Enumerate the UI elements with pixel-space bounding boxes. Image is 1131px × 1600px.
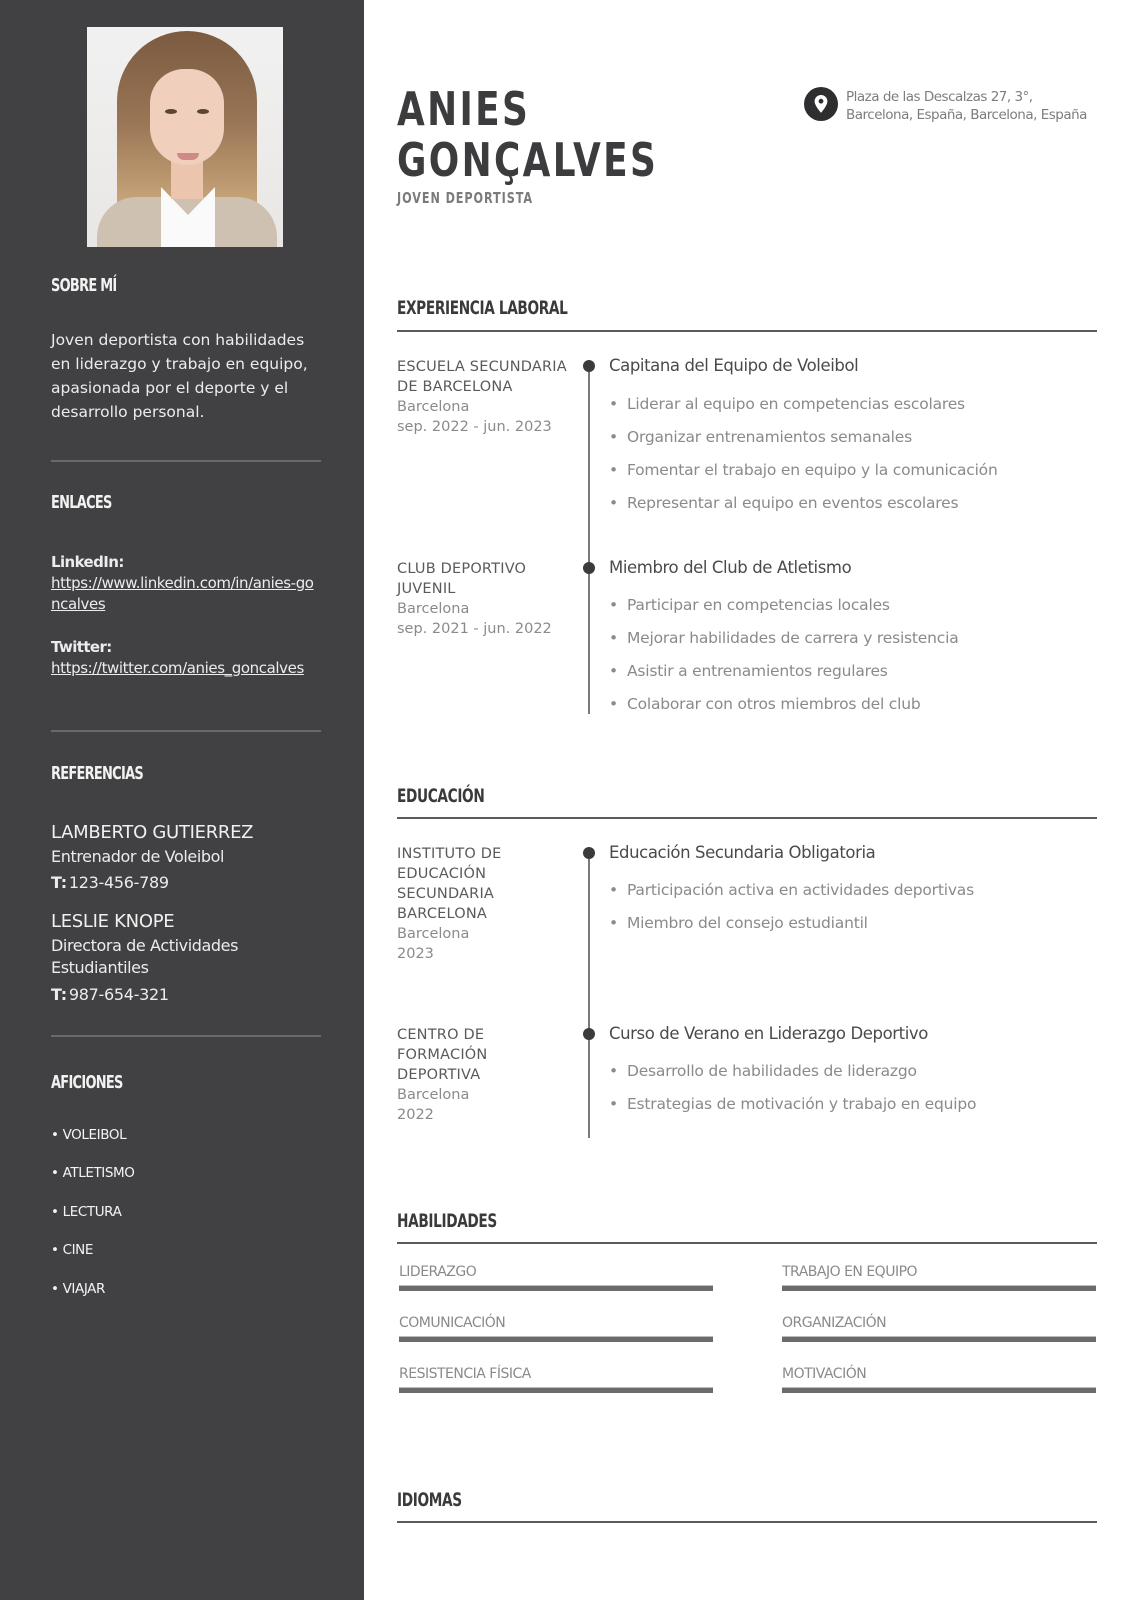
photo-eye bbox=[197, 109, 209, 114]
linkedin-link[interactable]: https://www.linkedin.com/in/anies-goncalves bbox=[51, 574, 314, 613]
skill-label: MOTIVACIÓN bbox=[782, 1366, 867, 1382]
about-heading: SOBRE MÍ bbox=[51, 275, 117, 296]
photo-mouth bbox=[177, 153, 199, 160]
bullet-item: • Estrategias de motivación y trabajo en equipo bbox=[609, 1094, 976, 1127]
references-heading: REFERENCIAS bbox=[51, 763, 144, 784]
bullet-item: • Fomentar el trabajo en equipo y la comunicación bbox=[609, 460, 998, 493]
skill-label: COMUNICACIÓN bbox=[399, 1315, 506, 1331]
candidate-title: JOVEN DEPORTISTA bbox=[397, 189, 534, 207]
org-dates: 2022 bbox=[397, 1107, 434, 1123]
skill-bar bbox=[782, 1285, 1096, 1291]
twitter-link[interactable]: https://twitter.com/anies_goncalves bbox=[51, 659, 304, 677]
divider bbox=[51, 460, 321, 462]
phone-label: T: bbox=[51, 985, 67, 1004]
bullet-item: • Desarrollo de habilidades de liderazgo bbox=[609, 1061, 976, 1094]
org-location: Barcelona bbox=[397, 926, 470, 942]
role-bullets bbox=[609, 394, 998, 526]
divider bbox=[51, 730, 321, 732]
hobby-item: • LECTURA bbox=[51, 1204, 121, 1220]
degree-title: Curso de Verano en Liderazgo Deportivo bbox=[609, 1024, 928, 1043]
address-line: Barcelona, España, Barcelona, España bbox=[846, 107, 1087, 123]
reference-role: Entrenador de Voleibol bbox=[51, 847, 225, 866]
skill-bar bbox=[399, 1387, 713, 1393]
skill-bar bbox=[399, 1285, 713, 1291]
phone-number: 987-654-321 bbox=[68, 985, 169, 1004]
hobby-item: • VOLEIBOL bbox=[51, 1127, 126, 1143]
org-dates: sep. 2021 - jun. 2022 bbox=[397, 621, 552, 637]
degree-bullets bbox=[609, 1061, 976, 1127]
hobby-item: • VIAJAR bbox=[51, 1281, 105, 1297]
degree-bullets bbox=[609, 880, 974, 946]
bullet-item: • Miembro del consejo estudiantil bbox=[609, 913, 974, 946]
education-org bbox=[397, 844, 567, 964]
photo-face bbox=[150, 69, 224, 165]
address bbox=[846, 88, 1087, 124]
reference-name: LAMBERTO GUTIERREZ bbox=[51, 822, 254, 843]
about-text: Joven deportista con habilidades en liderazgo y trabajo en equipo, apasionada por el deporte y el desarrollo personal. bbox=[51, 331, 308, 421]
skill-item bbox=[399, 1366, 713, 1393]
address-line: Plaza de las Descalzas 27, 3°, bbox=[846, 89, 1033, 105]
role-title: Capitana del Equipo de Voleibol bbox=[609, 356, 859, 375]
org-location: Barcelona bbox=[397, 1087, 470, 1103]
skill-label: RESISTENCIA FÍSICA bbox=[399, 1366, 531, 1382]
hobby-item: • CINE bbox=[51, 1242, 93, 1258]
reference-phone bbox=[51, 873, 169, 892]
hobbies-heading: AFICIONES bbox=[51, 1072, 123, 1093]
skill-item bbox=[782, 1264, 1096, 1291]
education-heading: EDUCACIÓN bbox=[397, 785, 485, 807]
skill-label: LIDERAZGO bbox=[399, 1264, 477, 1280]
section-divider bbox=[397, 330, 1097, 332]
skill-item bbox=[782, 1315, 1096, 1342]
role-bullets bbox=[609, 595, 959, 727]
org-location: Barcelona bbox=[397, 399, 470, 415]
photo-neck bbox=[171, 159, 203, 199]
degree-title: Educación Secundaria Obligatoria bbox=[609, 843, 876, 862]
org-dates: sep. 2022 - jun. 2023 bbox=[397, 419, 552, 435]
experience-org bbox=[397, 559, 567, 639]
last-name: GONÇALVES bbox=[397, 133, 659, 187]
experience-heading: EXPERIENCIA LABORAL bbox=[397, 297, 568, 319]
timeline-dot bbox=[583, 562, 595, 574]
skill-item bbox=[782, 1366, 1096, 1393]
timeline-dot bbox=[583, 360, 595, 372]
links-heading: ENLACES bbox=[51, 492, 112, 513]
timeline-line bbox=[588, 365, 590, 714]
timeline-dot bbox=[583, 847, 595, 859]
profile-photo bbox=[87, 27, 283, 247]
skill-bar bbox=[399, 1336, 713, 1342]
bullet-item: • Mejorar habilidades de carrera y resistencia bbox=[609, 628, 959, 661]
twitter-label: Twitter: bbox=[51, 638, 112, 656]
org-name: ESCUELA SECUNDARIA DE BARCELONA bbox=[397, 359, 567, 395]
skill-label: ORGANIZACIÓN bbox=[782, 1315, 887, 1331]
first-name: ANIES bbox=[397, 82, 531, 136]
phone-label: T: bbox=[51, 873, 67, 892]
skill-item bbox=[399, 1264, 713, 1291]
section-divider bbox=[397, 1242, 1097, 1244]
section-divider bbox=[397, 817, 1097, 819]
map-pin-icon bbox=[804, 87, 838, 121]
timeline-line bbox=[588, 852, 590, 1138]
skill-bar bbox=[782, 1387, 1096, 1393]
experience-org bbox=[397, 357, 567, 437]
org-dates: 2023 bbox=[397, 946, 434, 962]
linkedin-label: LinkedIn: bbox=[51, 553, 124, 571]
org-name: CENTRO DE FORMACIÓN DEPORTIVA bbox=[397, 1027, 488, 1083]
skill-label: TRABAJO EN EQUIPO bbox=[782, 1264, 918, 1280]
photo-eye bbox=[165, 109, 177, 114]
divider bbox=[51, 1035, 321, 1037]
section-divider bbox=[397, 1521, 1097, 1523]
bullet-item: • Liderar al equipo en competencias escolares bbox=[609, 394, 998, 427]
education-org bbox=[397, 1025, 567, 1125]
reference-phone bbox=[51, 985, 169, 1004]
org-name: CLUB DEPORTIVO JUVENIL bbox=[397, 561, 527, 597]
bullet-item: • Organizar entrenamientos semanales bbox=[609, 427, 998, 460]
bullet-item: • Participación activa en actividades deportivas bbox=[609, 880, 974, 913]
skill-bar bbox=[782, 1336, 1096, 1342]
org-location: Barcelona bbox=[397, 601, 470, 617]
phone-number: 123-456-789 bbox=[68, 873, 169, 892]
reference-name: LESLIE KNOPE bbox=[51, 911, 175, 932]
bullet-item: • Colaborar con otros miembros del club bbox=[609, 694, 959, 727]
candidate-name bbox=[397, 84, 658, 186]
org-name: INSTITUTO DE EDUCACIÓN SECUNDARIA BARCELONA bbox=[397, 846, 502, 922]
hobby-item: • ATLETISMO bbox=[51, 1165, 135, 1181]
bullet-item: • Asistir a entrenamientos regulares bbox=[609, 661, 959, 694]
bullet-item: • Representar al equipo en eventos escolares bbox=[609, 493, 998, 526]
reference-role: Directora de Actividades Estudiantiles bbox=[51, 936, 239, 977]
timeline-dot bbox=[583, 1028, 595, 1040]
bullet-item: • Participar en competencias locales bbox=[609, 595, 959, 628]
role-title: Miembro del Club de Atletismo bbox=[609, 558, 852, 577]
skills-heading: HABILIDADES bbox=[397, 1210, 497, 1232]
sidebar bbox=[0, 0, 364, 1600]
languages-heading: IDIOMAS bbox=[397, 1489, 462, 1511]
skill-item bbox=[399, 1315, 713, 1342]
